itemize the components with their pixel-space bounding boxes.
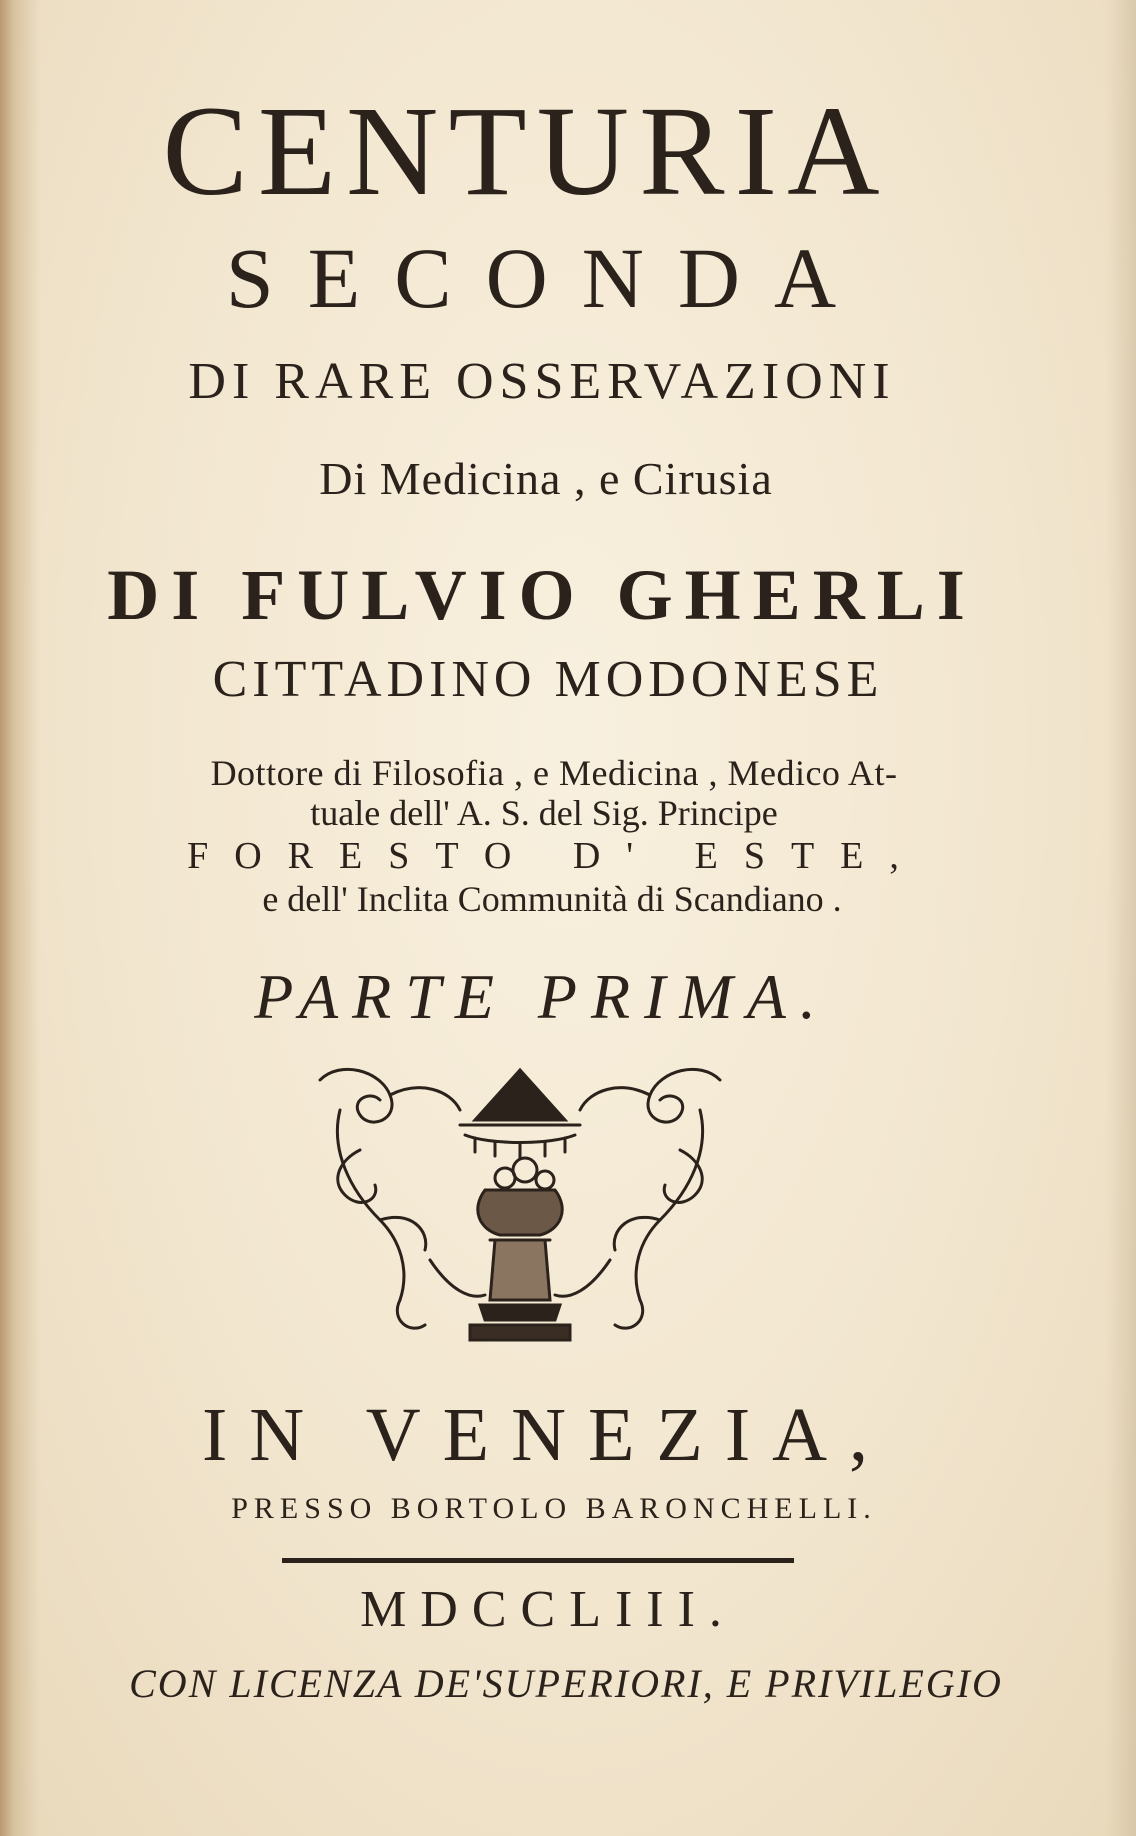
title-line-3: DI RARE OSSERVAZIONI — [188, 353, 896, 410]
publisher: PRESSO BORTOLO BARONCHELLI. — [231, 1492, 877, 1525]
title-line-2: SECONDA — [225, 230, 871, 326]
city: IN VENEZIA, — [201, 1393, 891, 1477]
credentials-line-3: FORESTO D' ESTE, — [187, 835, 925, 877]
credentials-line-4: e dell' Inclita Communità di Scandiano . — [262, 879, 842, 919]
author-name: DI FULVIO GHERLI — [107, 555, 977, 635]
title-line-1: CENTURIA — [162, 80, 890, 222]
author-citizenship: CITTADINO MODONESE — [212, 651, 884, 708]
subtitle: Di Medicina , e Cirusia — [319, 453, 773, 504]
credentials-line-1: Dottore di Filosofia , e Medicina , Medico At- — [210, 753, 898, 793]
year: MDCCLIII. — [360, 1581, 736, 1638]
vase-ornament-icon — [300, 1060, 740, 1380]
license-line: CON LICENZA DE'SUPERIORI, E PRIVILEGIO — [129, 1661, 1003, 1706]
horizontal-rule — [282, 1558, 794, 1563]
credentials-line-2: tuale dell' A. S. del Sig. Principe — [310, 793, 778, 833]
part-heading: PARTE PRIMA. — [254, 961, 830, 1032]
